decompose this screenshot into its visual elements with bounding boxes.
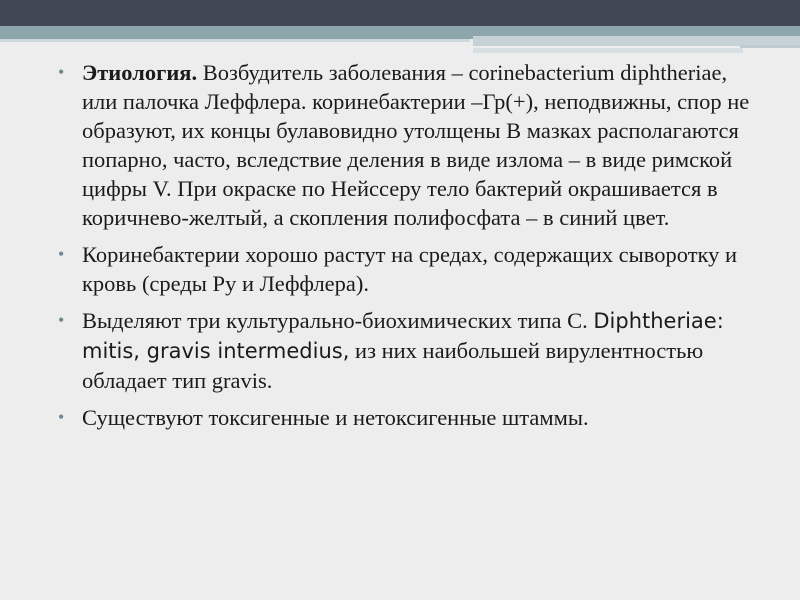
bullet-icon: • — [58, 310, 65, 330]
list-item — [58, 306, 758, 395]
bullet-list — [58, 58, 758, 432]
bullet-text-part: из них наибольшей вирулентностью обладает тип gravis. — [82, 338, 704, 393]
bullet-text: Коринебактерии хорошо растут на средах, содержащих сыворотку и кровь (среды Ру и Леффлера). — [82, 242, 738, 296]
list-item — [58, 58, 758, 232]
bullet-icon: • — [58, 62, 65, 82]
bullet-text: Возбудитель заболевания – corinebacterium diphtheriae, или палочка Леффлера. коринебактерии –Гр(+), неподвижны, спор не образуют, их концы булавовидно утолщены В мазках располагаются попарно, часто, вследствие деления в виде излома – в виде римской цифры V. При окраске по Нейссеру тело бактерий окрашивается в коричнево-желтый, а скопления полифосфата – в синий цвет. — [82, 60, 750, 230]
header-band-dark — [0, 0, 800, 26]
bullet-text-species: Diphtheriae: mitis, gravis intermedius, — [82, 309, 724, 363]
bullet-text: Существуют токсигенные и нетоксигенные штаммы. — [82, 405, 589, 430]
header-accent-line — [473, 48, 743, 53]
header-band-light — [0, 39, 470, 42]
list-item — [58, 240, 758, 298]
bullet-text-part: Выделяют три культурально-биохимических типа С. — [82, 308, 594, 333]
slide-body — [58, 58, 758, 440]
bullet-icon: • — [58, 407, 65, 427]
bullet-heading: Этиология. — [82, 60, 198, 85]
bullet-icon: • — [58, 244, 65, 264]
list-item — [58, 403, 758, 432]
header-accent-line-2 — [740, 45, 800, 48]
